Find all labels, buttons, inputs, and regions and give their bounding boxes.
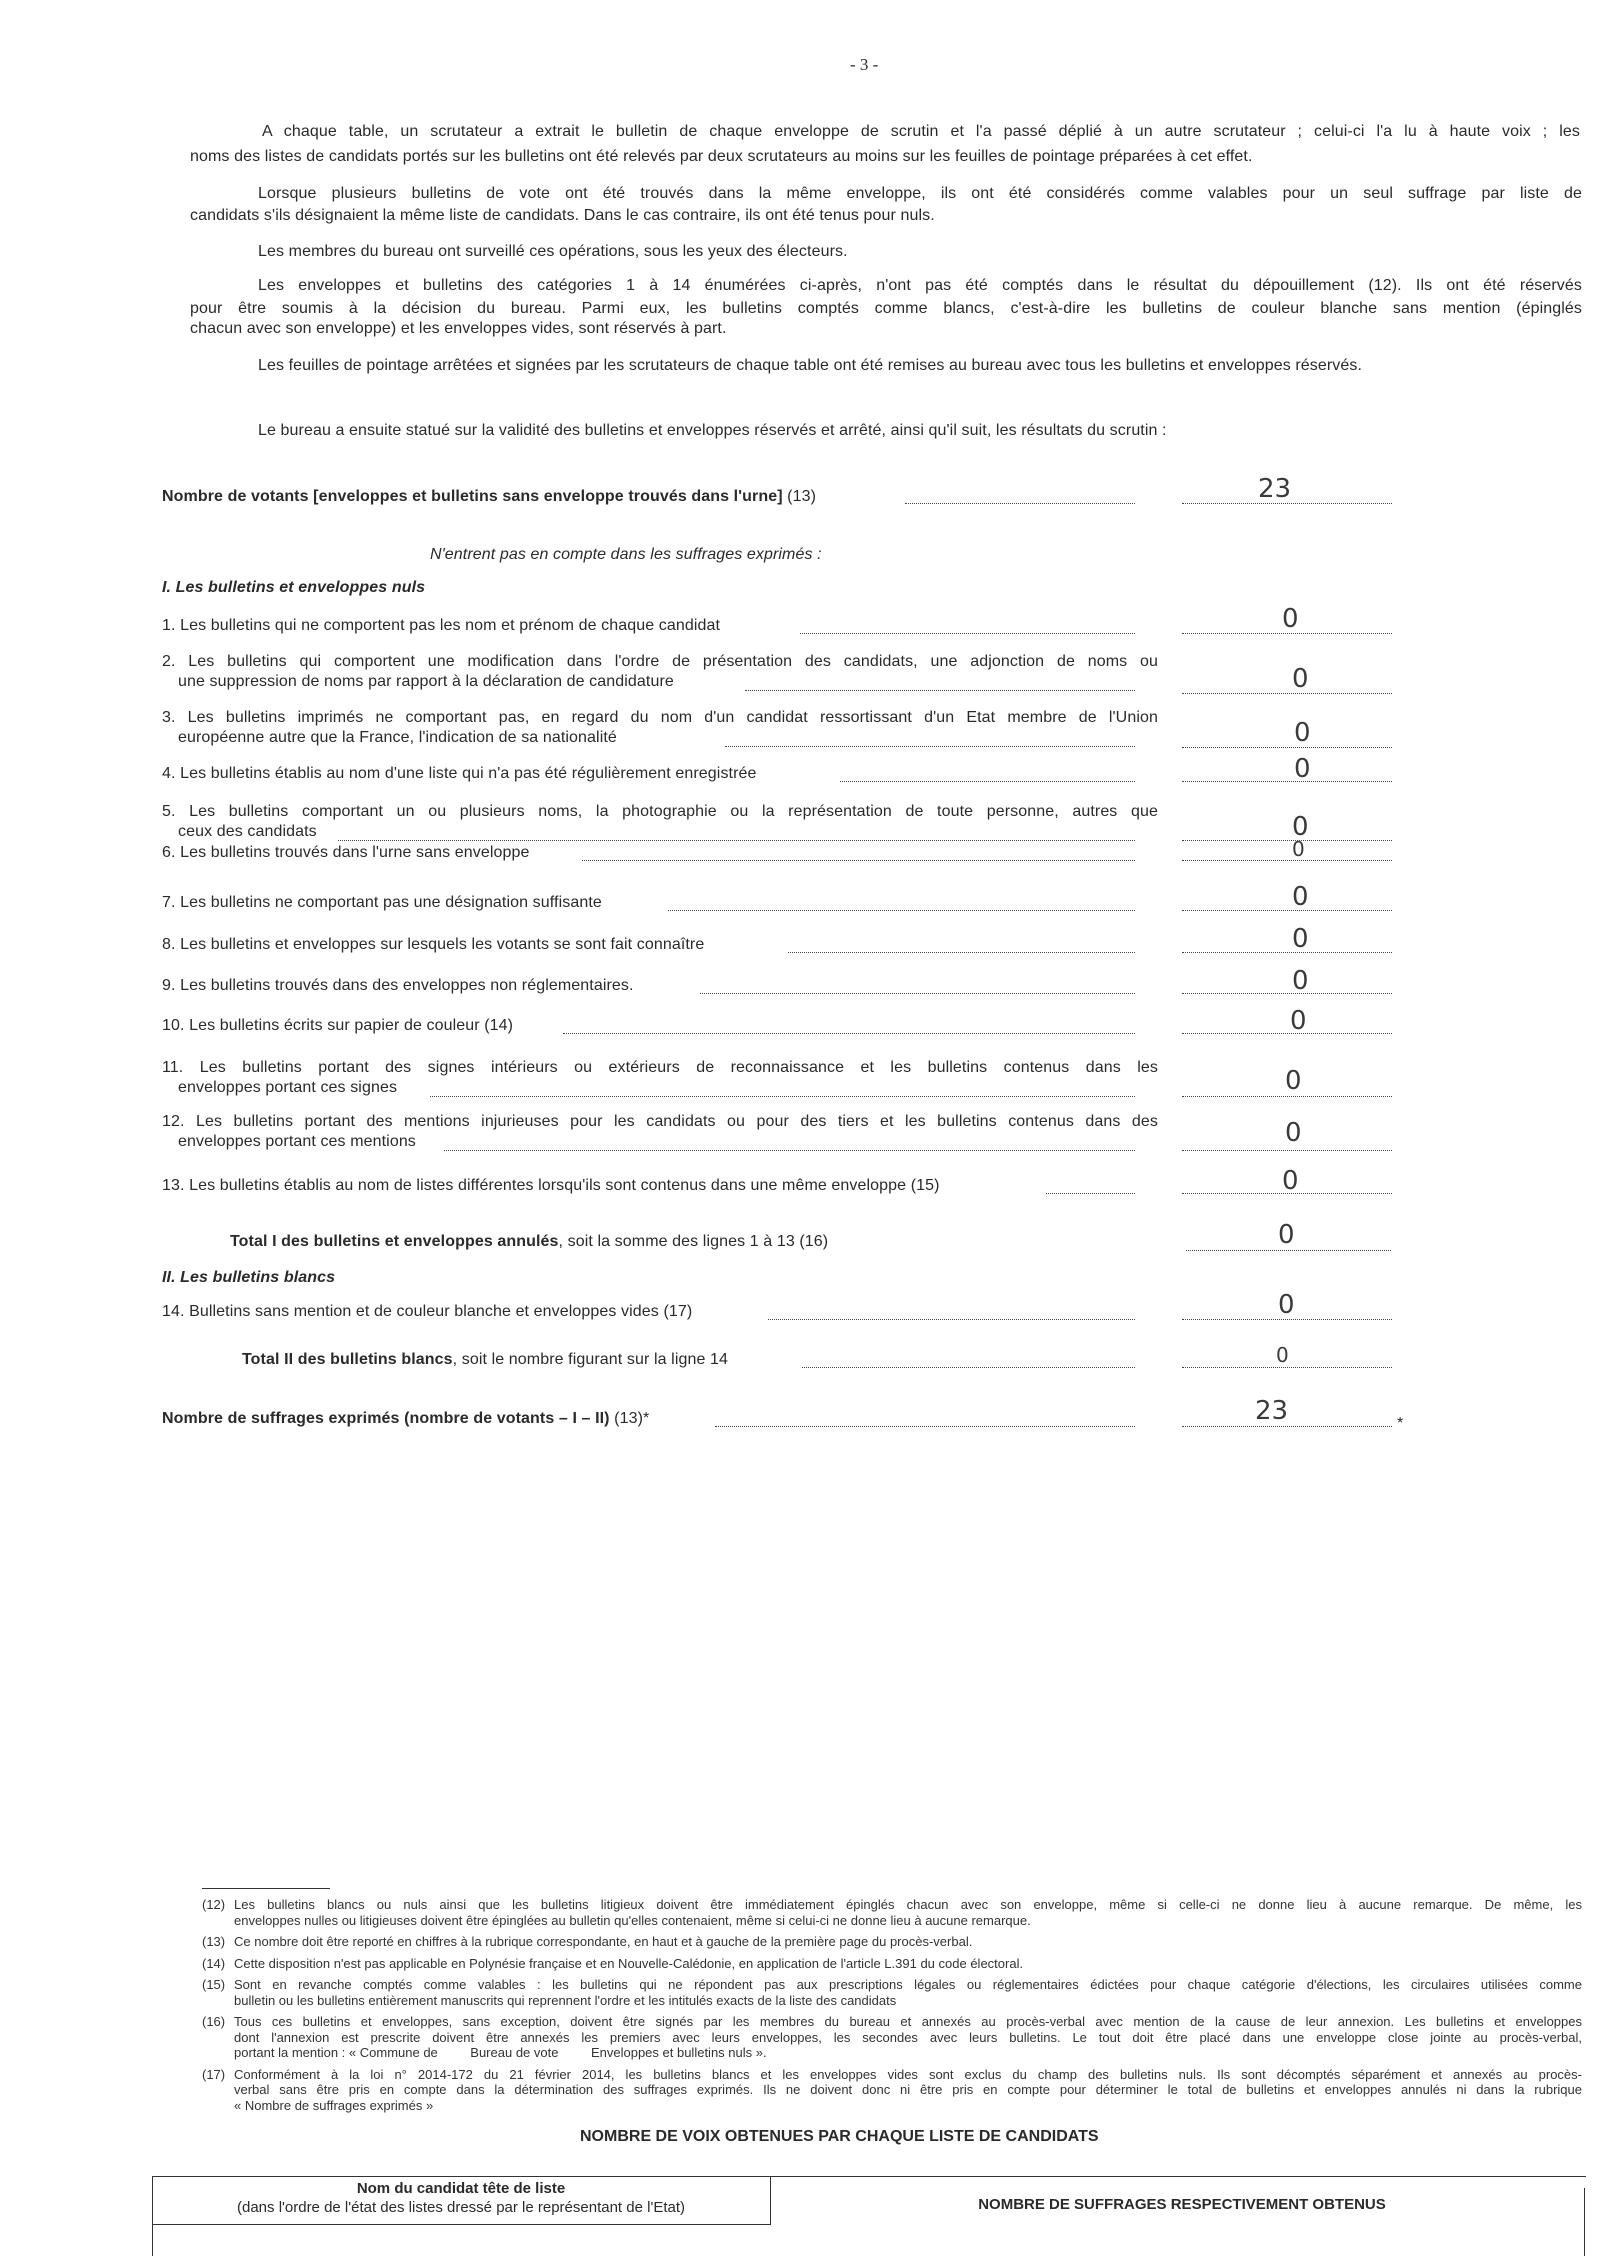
intro-p1-line2: noms des listes de candidats portés sur les bulletins ont été relevés par deux scrutateurs au moins sur les feuilles de pointage préparées à cet effet. <box>190 148 1253 165</box>
item-10-line1: 10. Les bulletins écrits sur papier de couleur (14) <box>162 1017 514 1034</box>
votants-label-rest: (13) <box>782 488 817 505</box>
item-3-leader <box>725 746 1135 747</box>
footnote-16-line2: dont l'annexion est prescrite doivent être annexés les premiers avec leurs enveloppes, les secondes avec leurs bulletins. Le tout doit être placé dans une enveloppe close jointe au procès-verbal, <box>234 2029 1582 2045</box>
footnote-13-line1: Ce nombre doit être reporté en chiffres à la rubrique correspondante, en haut et à gauche de la première page du procès-verbal. <box>234 1934 973 1949</box>
footnote-15 <box>202 1977 1582 2008</box>
total1-label-bold: Total I des bulletins et enveloppes annulés <box>230 1233 559 1250</box>
item-3-value: 0 <box>1294 718 1311 748</box>
footnote-16-num: (16) <box>202 2014 226 2029</box>
footnote-separator <box>202 1888 330 1889</box>
intro-p4-line2: pour être soumis à la décision du bureau. Parmi eux, les bulletins comptés comme blancs, c'est-à-dire les bulletins de couleur blanche sans mention (épinglés <box>190 300 1582 317</box>
item-8-leader <box>788 952 1135 953</box>
footnote-15-num: (15) <box>202 1977 226 1992</box>
item-5-line1: 5. Les bulletins comportant un ou plusieurs noms, la photographie ou la représentation de toute personne, autres que <box>162 803 1158 820</box>
item-12-value: 0 <box>1285 1118 1302 1148</box>
item-12-leader <box>444 1150 1135 1151</box>
item-7-value: 0 <box>1292 882 1309 912</box>
item-2-line1: 2. Les bulletins qui comportent une modification dans l'ordre de présentation des candidats, une adjonction de noms ou <box>162 653 1158 670</box>
exprimes-asterisk: * <box>1397 1415 1404 1432</box>
item-4-line1: 4. Les bulletins établis au nom d'une liste qui n'a pas été régulièrement enregistrée <box>162 765 757 782</box>
footnote-12 <box>202 1897 1582 1928</box>
item-2-line2: une suppression de noms par rapport à la déclaration de candidature <box>178 673 674 690</box>
item-12-line1: 12. Les bulletins portant des mentions injurieuses pour les candidats ou pour des tiers et les bulletins contenus dans des <box>162 1113 1158 1130</box>
intro-p1-line1: A chaque table, un scrutateur a extrait le bulletin de chaque enveloppe de scrutin et l'a passé déplié à un autre scrutateur ; celui-ci l'a lu à haute voix ; les <box>262 123 1580 140</box>
item-1-leader <box>800 633 1135 634</box>
item-8-line1: 8. Les bulletins et enveloppes sur lesquels les votants se sont fait connaître <box>162 936 705 953</box>
footnote-17-num: (17) <box>202 2066 226 2082</box>
item-11-field-line <box>1182 1096 1392 1097</box>
item-2-leader <box>745 690 1135 691</box>
total2-label <box>242 1350 728 1369</box>
footnote-13-num: (13) <box>202 1934 226 1949</box>
intro-p2-line2: candidats s'ils désignaient la même liste de candidats. Dans le cas contraire, ils ont été tenus pour nuls. <box>190 207 935 224</box>
exprimes-value: 23 <box>1255 1396 1289 1426</box>
intro-p2-line1: Lorsque plusieurs bulletins de vote ont été trouvés dans la même enveloppe, ils ont été considérés comme valables pour un seul suffrage par liste de <box>258 185 1582 202</box>
intro-p5: Les feuilles de pointage arrêtées et signées par les scrutateurs de chaque table ont été remises au bureau avec tous les bulletins et enveloppes réservés. <box>258 357 1363 374</box>
item-5-value: 0 <box>1292 812 1309 842</box>
item-14-leader <box>768 1319 1135 1320</box>
item-11-value: 0 <box>1285 1066 1302 1096</box>
total2-label-rest: , soit le nombre figurant sur la ligne 14 <box>452 1351 729 1368</box>
footnote-17 <box>202 2067 1582 2114</box>
results-title: NOMBRE DE VOIX OBTENUES PAR CHAQUE LISTE DE CANDIDATS <box>580 2128 1099 2145</box>
section2-heading: II. Les bulletins blancs <box>162 1269 336 1286</box>
intro-p4-line1: Les enveloppes et bulletins des catégories 1 à 14 énumérées ci-après, n'ont pas été comptés dans le résultat du dépouillement (12). Ils ont été réservés <box>258 277 1582 294</box>
item-9-field-line <box>1182 993 1392 994</box>
item-9-value: 0 <box>1292 966 1309 996</box>
col1-header-line1: Nom du candidat tête de liste <box>356 2180 566 2197</box>
votants-label <box>162 487 816 506</box>
item-5-leader <box>338 840 1135 841</box>
candidates-table <box>152 2176 1586 2256</box>
footnote-12-line2: enveloppes nulles ou litigieuses doivent être épinglées au bulletin qu'elles contenaient, même si celui-ci ne donne lieu à aucune remarque. <box>234 1912 1031 1928</box>
footnotes <box>202 1897 1582 2113</box>
votants-value: 23 <box>1258 474 1292 504</box>
section1-heading: I. Les bulletins et enveloppes nuls <box>162 579 426 596</box>
votants-leader <box>905 503 1135 504</box>
item-11-line2: enveloppes portant ces signes <box>178 1079 398 1096</box>
item-11-line1: 11. Les bulletins portant des signes intérieurs ou extérieurs de reconnaissance et les bulletins contenus dans les <box>162 1059 1158 1076</box>
footnote-12-line1: Les bulletins blancs ou nuls ainsi que les bulletins litigieux doivent être immédiatement épinglés chacun avec son enveloppe, même si celle-ci ne donne lieu à aucune remarque. De même, les <box>234 1897 1582 1912</box>
footnote-14-line1: Cette disposition n'est pas applicable en Polynésie française et en Nouvelle-Calédonie, en application de l'article L.391 du code électoral. <box>234 1955 1024 1971</box>
item-10-leader <box>563 1033 1135 1034</box>
exprimes-label-bold: Nombre de suffrages exprimés (nombre de votants – I – II) <box>162 1410 610 1427</box>
item-3-field-line <box>1182 747 1392 748</box>
item-1-value: 0 <box>1282 604 1299 634</box>
item-5-field-line <box>1182 840 1392 841</box>
item-8-value: 0 <box>1292 924 1309 954</box>
col1-header-line2: (dans l'ordre de l'état des listes dressé par le représentant de l'Etat) <box>237 2199 685 2216</box>
item-7-line1: 7. Les bulletins ne comportant pas une désignation suffisante <box>162 894 602 911</box>
item-12-line2: enveloppes portant ces mentions <box>178 1133 416 1150</box>
votants-label-bold: Nombre de votants [enveloppes et bulletins sans enveloppe trouvés dans l'urne] <box>162 488 783 505</box>
total1-label <box>230 1232 828 1251</box>
item-6-leader <box>582 860 1135 861</box>
footnote-14-num: (14) <box>202 1955 226 1971</box>
footnote-14 <box>202 1956 1582 1972</box>
total2-label-bold: Total II des bulletins blancs <box>242 1351 453 1368</box>
item-8-field-line <box>1182 952 1392 953</box>
item-14-label: 14. Bulletins sans mention et de couleur blanche et enveloppes vides (17) <box>162 1303 693 1320</box>
item-3-line2: européenne autre que la France, l'indication de sa nationalité <box>178 729 617 746</box>
total1-field-line <box>1186 1250 1391 1251</box>
item-10-value: 0 <box>1290 1006 1307 1036</box>
intro-p4-line3: chacun avec son enveloppe) et les enveloppes vides, sont réservés à part. <box>190 320 727 337</box>
item-13-line1: 13. Les bulletins établis au nom de listes différentes lorsqu'ils sont contenus dans une même enveloppe (15) <box>162 1177 940 1194</box>
item-1-line1: 1. Les bulletins qui ne comportent pas les nom et prénom de chaque candidat <box>162 617 721 634</box>
not-counted-heading: N'entrent pas en compte dans les suffrages exprimés : <box>430 546 822 563</box>
item-13-leader <box>1046 1193 1135 1194</box>
item-4-field-line <box>1182 781 1392 782</box>
col1-header-box <box>152 2176 771 2225</box>
total1-label-rest: , soit la somme des lignes 1 à 13 (16) <box>558 1233 829 1250</box>
intro-p3: Les membres du bureau ont surveillé ces opérations, sous les yeux des électeurs. <box>258 243 848 260</box>
intro-p6: Le bureau a ensuite statué sur la validité des bulletins et enveloppes réservés et arrêté, ainsi qu'il suit, les résultats du scrutin : <box>258 422 1167 439</box>
total1-value: 0 <box>1278 1220 1295 1250</box>
item-9-line1: 9. Les bulletins trouvés dans des enveloppes non réglementaires. <box>162 977 634 994</box>
col2-header: NOMBRE DE SUFFRAGES RESPECTIVEMENT OBTENUS <box>978 2196 1386 2213</box>
exprimes-label <box>162 1409 649 1428</box>
item-9-leader <box>700 993 1135 994</box>
footnote-15-line2: bulletin ou les bulletins entièrement manuscrits qui reprennent l'ordre et les intitulés exacts de la liste des candidats <box>234 1992 897 2008</box>
item-10-field-line <box>1182 1033 1392 1034</box>
item-6-line1: 6. Les bulletins trouvés dans l'urne sans enveloppe <box>162 844 530 861</box>
item-7-leader <box>668 910 1135 911</box>
exprimes-leader <box>715 1426 1135 1427</box>
footnote-16-line1: Tous ces bulletins et enveloppes, sans exception, doivent être signés par les membres du bureau et annexés au procès-verbal avec mention de la cause de leur annexion. Les bulletins et enveloppes <box>234 2014 1582 2029</box>
item-5-line2: ceux des candidats <box>178 823 317 840</box>
item-2-value: 0 <box>1292 664 1309 694</box>
footnote-16 <box>202 2014 1582 2061</box>
total2-leader <box>802 1367 1135 1368</box>
total2-value: 0 <box>1276 1343 1289 1367</box>
item-12-field-line <box>1182 1150 1392 1151</box>
item-13-value: 0 <box>1282 1166 1299 1196</box>
page-number: - 3 - <box>850 55 879 74</box>
footnote-17-line1: Conformément à la loi n° 2014-172 du 21 février 2014, les bulletins blancs et les enveloppes vides sont exclus du champ des bulletins nuls. Ils sont décomptés séparément et annexés au procès- <box>234 2066 1582 2082</box>
item-14-value: 0 <box>1278 1290 1295 1320</box>
item-2-field-line <box>1182 693 1392 694</box>
item-11-leader <box>430 1096 1135 1097</box>
footnote-16-line3: portant la mention : « Commune de Bureau de vote Enveloppes et bulletins nuls ». <box>234 2045 767 2060</box>
item-6-field-line <box>1182 860 1392 861</box>
item-3-line1: 3. Les bulletins imprimés ne comportant pas, en regard du nom d'un candidat ressortissant d'un Etat membre de l'Union <box>162 709 1158 726</box>
footnote-15-line1: Sont en revanche comptés comme valables : les bulletins qui ne répondent pas aux prescriptions légales ou réglementaires édictées pour chaque catégorie d'élections, les circulaires utilisées comme <box>234 1977 1582 1992</box>
exprimes-label-rest: (13)* <box>609 1410 650 1427</box>
exprimes-field-line <box>1182 1426 1392 1427</box>
item-4-value: 0 <box>1294 754 1311 784</box>
footnote-17-line3: « Nombre de suffrages exprimés » <box>234 2097 434 2113</box>
footnote-13 <box>202 1934 1582 1950</box>
item-7-field-line <box>1182 910 1392 911</box>
table-right-rule <box>1584 2188 1585 2256</box>
footnote-17-line2: verbal sans être pris en compte dans la détermination des suffrages exprimés. Ils ne doivent donc ni être pris en compte pour déterminer le total de bulletins et enveloppes annulés ni dans la rubrique <box>234 2082 1582 2097</box>
item-4-leader <box>840 781 1135 782</box>
footnote-12-num: (12) <box>202 1897 226 1912</box>
item-6-value: 0 <box>1292 837 1305 861</box>
